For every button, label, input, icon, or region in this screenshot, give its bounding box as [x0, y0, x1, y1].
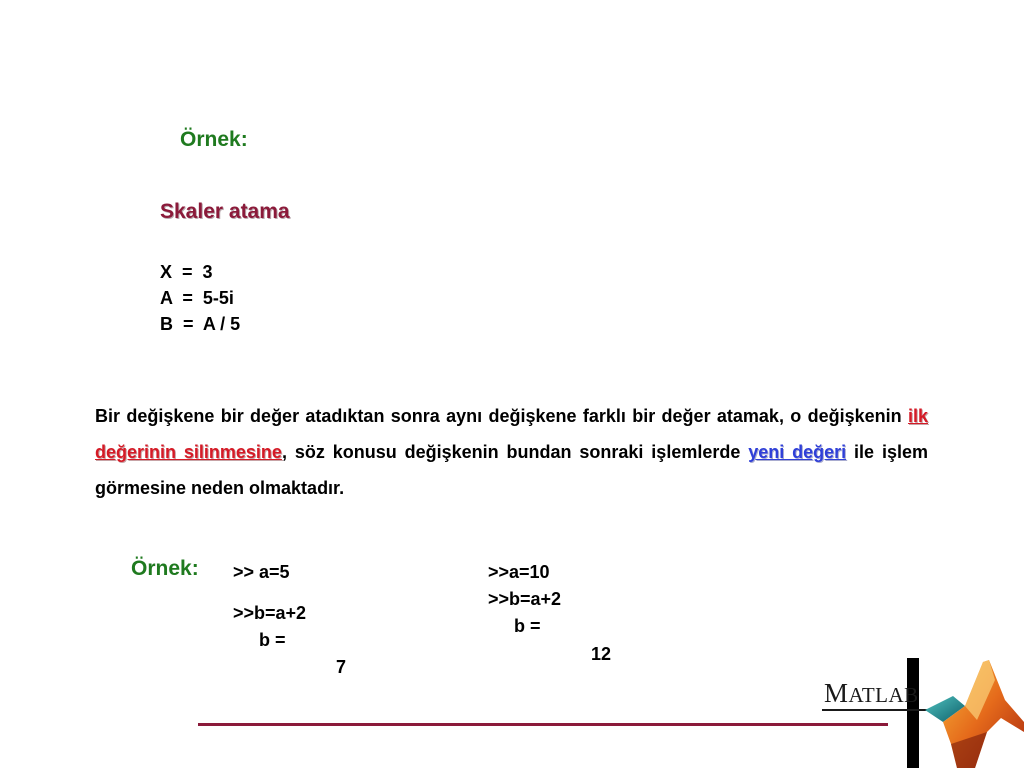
footer-divider-line [198, 723, 888, 726]
paragraph-text-1: Bir değişkene bir değer atadıktan sonra aynı değişkene farklı bir değer atamak, o değişkenin [95, 406, 908, 426]
highlight-new-value: yeni değeri [748, 442, 847, 462]
example-heading-2: Örnek: [131, 557, 199, 580]
highlight-first-value-deleted: ilk değerinin silinmesine [95, 406, 928, 462]
assignment-line-a: A = 5-5i [160, 288, 234, 308]
assignment-line-b: B = A / 5 [160, 314, 241, 334]
right-code-line-3: b = [514, 616, 541, 636]
matlab-logo-text-first: M [824, 678, 849, 708]
right-code-result: 12 [591, 644, 612, 664]
right-code-line-2: >>b=a+2 [488, 589, 562, 609]
assignment-line-x: X = 3 [160, 262, 213, 282]
paragraph-text-2: , söz konusu değişkenin bundan sonraki işlemlerde [281, 442, 749, 462]
explanation-paragraph [95, 398, 928, 506]
example-heading-1: Örnek: [180, 128, 248, 151]
matlab-logo-text-rest: ATLAB [848, 683, 919, 707]
scalar-assignment-title: Skaler atama [160, 200, 290, 223]
right-code-line-1: >>a=10 [488, 562, 550, 582]
matlab-logo-text [824, 678, 919, 709]
left-code-result: 7 [336, 657, 347, 677]
matlab-logo-underline [822, 709, 934, 711]
paragraph-text-3: ile işlem görmesine neden olmaktadır. [95, 442, 928, 498]
footer-vertical-bar [907, 658, 919, 768]
left-code-line-2: >>b=a+2 [233, 603, 307, 623]
left-code-line-1: >> a=5 [233, 562, 290, 582]
left-code-line-3: b = [259, 630, 286, 650]
matlab-membrane-logo-icon [925, 660, 1024, 768]
